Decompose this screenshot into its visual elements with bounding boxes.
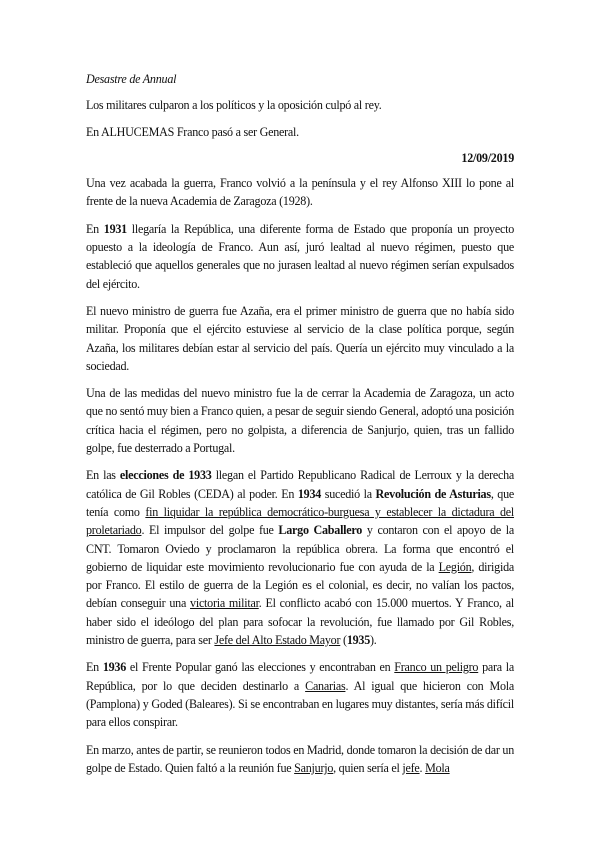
p5-victoria: victoria militar — [190, 596, 259, 611]
p5-m: , dirigida por Franco. El estilo de guerra de la Legión es el colonial, es decir, no valían los pactos, debían conseguir una — [86, 559, 514, 611]
p5-a: En las — [86, 468, 120, 483]
p5-fin: fin liquidar la república democrático-burguesa y establecer la dictadura del proletariado — [86, 504, 515, 538]
paragraph-5 — [86, 466, 514, 649]
p6-canarias: Canarias — [305, 678, 346, 693]
paragraph-1: Una vez acabada la guerra, Franco volvió a la península y el rey Alfonso XIII lo pone al frente de la nueva Academia de Zaragoza (1928). — [86, 176, 514, 209]
p6-g: . Al igual que hicieron con Mola (Pamplona) y Goded (Baleares). Si se encontraban en lugares muy distantes, sería más difícil para ellos conspirar. — [86, 678, 514, 730]
p5-g: , que tenía como — [86, 486, 514, 519]
p5-c: llegan el Partido Republicano Radical de Lerroux y la derecha católica de Gil Robles (CEDA) al poder. En — [86, 468, 515, 501]
p5-s: ). — [370, 633, 377, 648]
p6-e: para la República, por lo que deciden destinarlo a — [86, 660, 514, 693]
p2-text: llegaría la República, una diferente forma de Estado que proponía un proyecto opuesto a la ideología de Franco. Aun así, juró lealtad al nuevo régimen, puesto que estableció que aquellos generales que no jurasen lealtad al nuevo régimen serían expulsados del ejército. — [86, 221, 514, 291]
p7-jefe: jefe — [402, 760, 420, 775]
p2-year: 1931 — [103, 221, 127, 236]
p6-a: En — [86, 660, 103, 675]
p7-mola: Mola — [425, 760, 450, 775]
p5-revolucion: Revolución de Asturias — [375, 486, 491, 501]
p5-k: y contaron con el apoyo de la CNT. Tomaron Oviedo y proclamaron la república obrera. La forma que encontró el gobierno de liquidar este movimiento revolucionario fue con ayuda de la — [86, 523, 514, 574]
p5-jefe-estado-mayor: Jefe del Alto Estado Mayor — [214, 633, 341, 648]
p7-sanjurjo: Sanjurjo — [294, 760, 334, 775]
p5-i: . El impulsor del golpe fue — [141, 523, 279, 538]
paragraph-2 — [86, 220, 514, 293]
p7-e: . — [419, 760, 426, 775]
intro-line-1: Los militares culparon a los políticos y la oposición culpó al rey. — [86, 98, 382, 113]
p5-o: . El conflicto acabó con 15.000 muertos. Y Franco, al haber sido el ideólogo del plan para sofocar la revolución, fue llamado por Gil Robles, ministro de guerra, para ser — [86, 596, 514, 648]
p2-prefix: En — [86, 221, 104, 236]
paragraph-7 — [86, 741, 514, 778]
p7-a: En marzo, antes de partir, se reunieron todos en Madrid, donde tomaron la decisión de dar un golpe de Estado. Quien faltó a la reunión fue — [86, 742, 514, 775]
p5-1934: 1934 — [297, 486, 322, 501]
intro-line-2: En ALHUCEMAS Franco pasó a ser General. — [86, 124, 299, 139]
p5-elecciones: elecciones de 1933 — [119, 468, 212, 483]
p6-1936: 1936 — [102, 660, 126, 675]
document-page — [86, 70, 514, 786]
paragraph-3: El nuevo ministro de guerra fue Azaña, era el primer ministro de guerra que no había sido militar. Proponía que el ejército estuviese al servicio de la clase política porque, según Azaña, los militares debían estar al servicio del país. Quería un ejército muy vinculado a la sociedad. — [86, 303, 514, 373]
p5-legion: Legión — [438, 559, 472, 574]
p5-largo-caballero: Largo Caballero — [278, 523, 363, 538]
p7-c: , quien sería el — [333, 760, 403, 775]
p6-franco-peligro: Franco un peligro — [394, 660, 479, 675]
p5-1935: 1935 — [346, 633, 371, 648]
document-date: 12/09/2019 — [461, 150, 514, 165]
p5-q: ( — [340, 633, 347, 648]
paragraph-6 — [86, 658, 514, 731]
p6-c: el Frente Popular ganó las elecciones y encontraban en — [126, 660, 395, 675]
paragraph-4: Una de las medidas del nuevo ministro fue la de cerrar la Academia de Zaragoza, un acto que no sentó muy bien a Franco quien, a pesar de seguir siendo General, adoptó una posición crítica hacia el régimen, pero no golpista, a diferencia de Sanjurjo, quien, tras un fallido golpe, fue desterrado a Portugal. — [86, 386, 514, 456]
p5-e: sucedió la — [321, 486, 376, 501]
document-title: Desastre de Annual — [86, 72, 177, 86]
